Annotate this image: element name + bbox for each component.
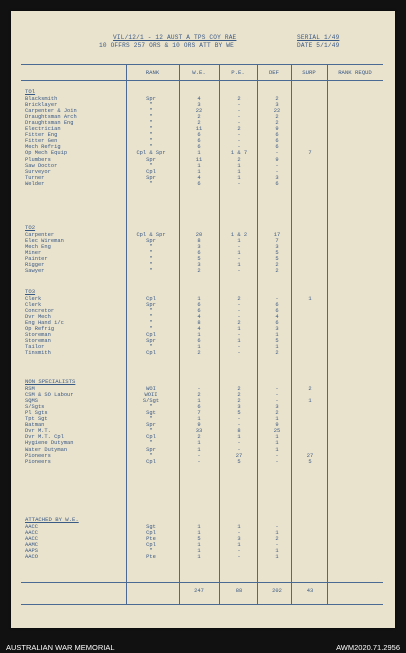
cell-def: - [275, 452, 279, 459]
cell-def: 5 [275, 250, 279, 257]
section-title: TOl [25, 88, 36, 95]
cell-rank: Spr [146, 422, 156, 429]
cell-def: - [275, 296, 279, 302]
cell-rank: Pte [146, 536, 156, 543]
cell-pe: - [237, 554, 241, 561]
cell-we: - [197, 458, 201, 465]
cell-surp: 7 [308, 150, 312, 157]
cell-trade: Fitter Gen [25, 138, 58, 145]
column-header-rank-requd: RANK REQUD [338, 69, 372, 76]
cell-rank: " [149, 428, 153, 435]
cell-we: 4 [197, 326, 201, 333]
cell-def: - [275, 168, 279, 175]
cell-pe: - [237, 422, 241, 429]
cell-pe: - [237, 416, 241, 423]
cell-rank: Cpl [146, 434, 156, 441]
cell-trade: AACO [25, 554, 38, 561]
total-def: 202 [272, 588, 282, 594]
cell-def: 25 [273, 428, 281, 435]
cell-we: 6 [197, 302, 201, 309]
cell-pe: - [237, 132, 241, 139]
cell-pe: 2 [237, 156, 241, 163]
section-title: NON SPECIALISTS [25, 378, 76, 385]
cell-trade: Dvr Mech [25, 314, 51, 321]
cell-def: 2 [275, 96, 279, 102]
cell-trade: Concretor [25, 308, 55, 315]
cell-rank: " [149, 344, 153, 351]
cell-trade: Water Dutyman [25, 446, 68, 453]
cell-trade: Clerk [25, 302, 42, 309]
cell-rank: " [149, 114, 153, 121]
cell-def: 3 [275, 404, 279, 411]
cell-we: - [197, 386, 201, 392]
cell-pe: 1 [237, 542, 241, 549]
cell-surp: 1 [308, 296, 312, 302]
table-row [21, 181, 383, 188]
column-header-pe: P.E. [231, 69, 245, 76]
cell-we: 1 [197, 150, 201, 157]
cell-we: 3 [197, 262, 201, 269]
cell-we: 2 [197, 114, 201, 121]
cell-rank: Spr [146, 302, 156, 309]
cell-rank: " [149, 256, 153, 263]
cell-rank: " [149, 132, 153, 139]
cell-trade: Elec Wireman [25, 238, 64, 245]
cell-rank: " [149, 138, 153, 145]
cell-rank: Spr [146, 238, 156, 245]
cell-def: 6 [275, 320, 279, 327]
cell-we: 22 [195, 108, 203, 115]
cell-def: - [275, 398, 279, 405]
cell-pe: 2 [237, 126, 241, 133]
cell-rank: " [149, 102, 153, 108]
cell-trade: Rigger [25, 262, 45, 269]
cell-rank: S/Sgt [142, 398, 160, 405]
cell-trade: Saw Doctor [25, 162, 58, 169]
cell-pe: - [237, 180, 241, 187]
cell-rank: Cpl [146, 458, 156, 465]
cell-trade: Storeman [25, 332, 51, 339]
cell-def: 1 [275, 530, 279, 537]
cell-pe: - [237, 446, 241, 453]
cell-we: 4 [197, 174, 201, 181]
cell-we: 6 [197, 308, 201, 315]
cell-def: 1 [275, 548, 279, 555]
cell-pe: - [237, 308, 241, 315]
cell-def: - [275, 162, 279, 169]
cell-we: 33 [195, 428, 203, 435]
cell-pe: 1 [237, 434, 241, 441]
cell-rank: Cpl [146, 332, 156, 339]
cell-pe: 2 [237, 392, 241, 399]
cell-rank: WOI [146, 386, 156, 392]
cell-rank: Spr [146, 338, 156, 345]
cell-trade: AACC [25, 524, 38, 530]
cell-rank: " [149, 120, 153, 127]
cell-rank: Cpl [146, 542, 156, 549]
cell-def: 1 [275, 446, 279, 453]
cell-def: 3 [275, 326, 279, 333]
cell-rank: Cpl [146, 296, 156, 302]
cell-trade: Dvr M.T. Cpl [25, 434, 64, 441]
cell-def: 6 [275, 132, 279, 139]
cell-trade: Painter [25, 256, 48, 263]
table-row [21, 459, 383, 466]
cell-trade: Plumbers [25, 156, 51, 163]
cell-surp: 2 [308, 386, 312, 392]
cell-def: 4 [275, 314, 279, 321]
cell-pe: - [237, 344, 241, 351]
cell-we: 1 [197, 416, 201, 423]
cell-rank: " [149, 548, 153, 555]
cell-pe: - [237, 440, 241, 447]
cell-we: 11 [195, 156, 203, 163]
cell-pe: - [237, 314, 241, 321]
cell-we: 6 [197, 180, 201, 187]
table-totals-rule [21, 582, 383, 583]
cell-pe: 1 [237, 326, 241, 333]
cell-pe: - [237, 244, 241, 251]
cell-we: 6 [197, 144, 201, 151]
cell-rank: Spr [146, 96, 156, 102]
table-row [21, 554, 383, 561]
cell-pe: 1 [237, 338, 241, 345]
cell-def: 6 [275, 180, 279, 187]
column-header-rank: RANK [145, 69, 160, 76]
cell-surp: 5 [308, 458, 312, 465]
cell-rank: Cpl [146, 168, 156, 175]
cell-rank: Sgt [146, 410, 156, 417]
cell-trade: Electrician [25, 126, 61, 133]
cell-trade: Storeman [25, 338, 51, 345]
cell-rank: " [149, 326, 153, 333]
cell-trade: Mech Refrig [25, 144, 61, 151]
cell-we: 6 [197, 132, 201, 139]
cell-pe: - [237, 302, 241, 309]
cell-we: 7 [197, 410, 201, 417]
cell-def: 6 [275, 302, 279, 309]
cell-trade: Draughtsman Arch [25, 114, 77, 121]
header-line1-left: VIL/12/1 - 12 AUST A TPS COY RAE [113, 34, 237, 41]
cell-trade: Bricklayer [25, 102, 58, 108]
cell-def: 6 [275, 144, 279, 151]
cell-def: - [275, 542, 279, 549]
cell-we: 11 [195, 126, 203, 133]
footer-source: AUSTRALIAN WAR MEMORIAL [6, 643, 115, 652]
cell-trade: Carpenter & Join [25, 108, 77, 115]
cell-pe: - [237, 256, 241, 263]
section-title: TO2 [25, 224, 36, 231]
cell-rank: WOII [144, 392, 158, 399]
cell-def: - [275, 386, 279, 392]
cell-def: 3 [275, 174, 279, 181]
column-header-surp: SURP [302, 69, 316, 76]
cell-rank: " [149, 162, 153, 169]
cell-rank: " [149, 180, 153, 187]
cell-we: 1 [197, 344, 201, 351]
cell-def: 9 [275, 126, 279, 133]
column-header-def: DEF [268, 69, 280, 76]
cell-we: 2 [197, 434, 201, 441]
totals-row [21, 588, 383, 595]
cell-we: 3 [197, 102, 201, 108]
cell-def: 2 [275, 120, 279, 127]
cell-pe: 1 [237, 174, 241, 181]
cell-def: 5 [275, 338, 279, 345]
cell-rank: Cpl [146, 530, 156, 537]
cell-def: 2 [275, 114, 279, 121]
cell-rank: Pte [146, 554, 156, 561]
cell-rank: Spr [146, 174, 156, 181]
cell-we: 20 [195, 232, 203, 238]
cell-we: 1 [197, 554, 201, 561]
cell-def: 2 [275, 350, 279, 357]
cell-def: 5 [275, 256, 279, 263]
cell-def: 1 [275, 332, 279, 339]
cell-trade: Tailor [25, 344, 45, 351]
cell-pe: 8 [237, 428, 241, 435]
cell-pe: 1 [237, 168, 241, 175]
cell-def: - [275, 524, 279, 530]
cell-rank: " [149, 440, 153, 447]
cell-pe: 1 & 2 [230, 232, 248, 238]
cell-rank: " [149, 320, 153, 327]
table-bottom-rule [21, 604, 383, 605]
cell-pe: - [237, 144, 241, 151]
cell-trade: Hygiene Dutyman [25, 440, 74, 447]
table-top-rule [21, 64, 383, 65]
cell-trade: Welder [25, 180, 45, 187]
cell-trade: Batman [25, 422, 45, 429]
cell-trade: RSM [25, 386, 35, 392]
cell-trade: Eng Hand i/c [25, 320, 64, 327]
cell-def: 9 [275, 156, 279, 163]
cell-pe: 1 [237, 162, 241, 169]
cell-rank: " [149, 404, 153, 411]
footer-accession: AWM2020.71.2956 [336, 643, 400, 652]
cell-rank: " [149, 416, 153, 423]
cell-we: 6 [197, 404, 201, 411]
cell-trade: Carpenter [25, 232, 55, 238]
cell-pe: 2 [237, 96, 241, 102]
cell-rank: " [149, 244, 153, 251]
cell-pe: - [237, 138, 241, 145]
cell-def: 17 [273, 232, 281, 238]
cell-pe: 5 [237, 458, 241, 465]
cell-we: 2 [197, 392, 201, 399]
section-title: TO3 [25, 288, 36, 295]
cell-trade: Pl Sgts [25, 410, 48, 417]
archive-footer [0, 641, 406, 653]
cell-trade: Draughtsman Eng [25, 120, 74, 127]
cell-pe: - [237, 108, 241, 115]
cell-pe: - [237, 530, 241, 537]
cell-pe: 1 & 7 [230, 150, 248, 157]
header-line1-right: SERIAL 1/49 [297, 34, 340, 41]
cell-def: 2 [275, 262, 279, 269]
cell-pe: - [237, 102, 241, 108]
cell-we: 1 [197, 168, 201, 175]
cell-we: 1 [197, 524, 201, 530]
cell-trade: Mech Eng [25, 244, 51, 251]
table-row [21, 268, 383, 275]
cell-trade: AACC [25, 530, 38, 537]
cell-we: 1 [197, 530, 201, 537]
cell-rank: Cpl [146, 350, 156, 357]
cell-we: 3 [197, 244, 201, 251]
cell-rank: Cpl & Spr [136, 150, 166, 157]
cell-we: - [197, 452, 201, 459]
staffing-table [21, 64, 383, 605]
total-pe: 88 [235, 588, 243, 594]
cell-trade: Clerk [25, 296, 42, 302]
cell-def: 6 [275, 308, 279, 315]
cell-we: 1 [197, 542, 201, 549]
table-head-rule [21, 80, 383, 81]
cell-pe: - [237, 268, 241, 275]
cell-trade: Blacksmith [25, 96, 58, 102]
cell-pe: 27 [235, 452, 243, 459]
cell-trade: Dvr M.T. [25, 428, 51, 435]
cell-we: 6 [197, 138, 201, 145]
cell-pe: - [237, 120, 241, 127]
cell-pe: 1 [237, 238, 241, 245]
cell-rank: " [149, 108, 153, 115]
cell-trade: S/Sgts [25, 404, 45, 411]
cell-rank: Sgt [146, 524, 156, 530]
cell-trade: Op Mech Equip [25, 150, 68, 157]
cell-def: 7 [275, 238, 279, 245]
cell-pe: 1 [237, 250, 241, 257]
cell-def: - [275, 150, 279, 157]
cell-pe: 1 [237, 524, 241, 530]
cell-trade: AAMC [25, 542, 38, 549]
cell-we: 5 [197, 256, 201, 263]
cell-we: 1 [197, 440, 201, 447]
cell-pe: 2 [237, 320, 241, 327]
cell-we: 1 [197, 332, 201, 339]
cell-rank: " [149, 452, 153, 459]
cell-pe: 2 [237, 398, 241, 405]
cell-trade: Op Refrig [25, 326, 55, 333]
total-we: 247 [194, 588, 204, 594]
cell-trade: Tpt Sgt [25, 416, 48, 423]
table-row [21, 350, 383, 357]
cell-rank: " [149, 314, 153, 321]
cell-trade: CSM & SO Labour [25, 392, 74, 399]
cell-pe: - [237, 548, 241, 555]
cell-rank: Cpl & Spr [136, 232, 166, 238]
cell-def: 6 [275, 138, 279, 145]
cell-def: 2 [275, 410, 279, 417]
cell-rank: Spr [146, 446, 156, 453]
cell-trade: Turner [25, 174, 45, 181]
cell-trade: Tinsmith [25, 350, 51, 357]
cell-trade: Surveyor [25, 168, 51, 175]
section-title: ATTACHED BY W.E. [25, 516, 79, 523]
cell-def: 3 [275, 102, 279, 108]
cell-trade: Fitter Eng [25, 132, 58, 139]
cell-def: 1 [275, 440, 279, 447]
cell-pe: 1 [237, 262, 241, 269]
cell-rank: " [149, 308, 153, 315]
cell-we: 8 [197, 238, 201, 245]
cell-pe: 3 [237, 404, 241, 411]
cell-def: 2 [275, 268, 279, 275]
cell-rank: " [149, 250, 153, 257]
cell-we: 2 [197, 350, 201, 357]
cell-def: 1 [275, 434, 279, 441]
cell-we: 4 [197, 314, 201, 321]
cell-pe: 2 [237, 296, 241, 302]
cell-we: 9 [197, 422, 201, 429]
cell-we: 1 [197, 398, 201, 405]
cell-def: - [275, 392, 279, 399]
cell-pe: 2 [237, 386, 241, 392]
cell-def: - [275, 458, 279, 465]
header-line2-left: 10 OFFRS 257 ORS & 10 ORS ATT BY WE [99, 42, 234, 49]
cell-def: 9 [275, 422, 279, 429]
cell-we: 1 [197, 162, 201, 169]
cell-we: 2 [197, 268, 201, 275]
cell-pe: - [237, 114, 241, 121]
cell-surp: 27 [306, 452, 314, 459]
cell-we: 6 [197, 338, 201, 345]
cell-def: 2 [275, 536, 279, 543]
cell-rank: " [149, 262, 153, 269]
cell-we: 1 [197, 296, 201, 302]
cell-rank: Spr [146, 156, 156, 163]
cell-pe: 5 [237, 410, 241, 417]
cell-surp: 1 [308, 398, 312, 405]
cell-we: 5 [197, 536, 201, 543]
cell-we: 2 [197, 120, 201, 127]
cell-trade: Pioneers [25, 458, 51, 465]
cell-trade: AACC [25, 536, 38, 543]
cell-we: 6 [197, 250, 201, 257]
cell-we: 8 [197, 320, 201, 327]
cell-pe: 3 [237, 536, 241, 543]
cell-rank: " [149, 268, 153, 275]
cell-def: 3 [275, 244, 279, 251]
cell-we: 1 [197, 446, 201, 453]
cell-def: 22 [273, 108, 281, 115]
header-line2-right: DATE 5/1/49 [297, 42, 340, 49]
cell-we: 1 [197, 548, 201, 555]
cell-trade: Sawyer [25, 268, 45, 275]
cell-pe: - [237, 332, 241, 339]
cell-we: 4 [197, 96, 201, 102]
cell-def: 1 [275, 344, 279, 351]
cell-pe: - [237, 350, 241, 357]
cell-trade: AAPS [25, 548, 38, 555]
cell-def: 1 [275, 554, 279, 561]
cell-rank: " [149, 126, 153, 133]
cell-def: 1 [275, 416, 279, 423]
cell-trade: SQMS [25, 398, 38, 405]
cell-trade: Miner [25, 250, 42, 257]
column-header-we: W.E. [192, 69, 206, 76]
cell-trade: Pioneers [25, 452, 51, 459]
cell-rank: " [149, 144, 153, 151]
total-surp: 43 [306, 588, 314, 594]
